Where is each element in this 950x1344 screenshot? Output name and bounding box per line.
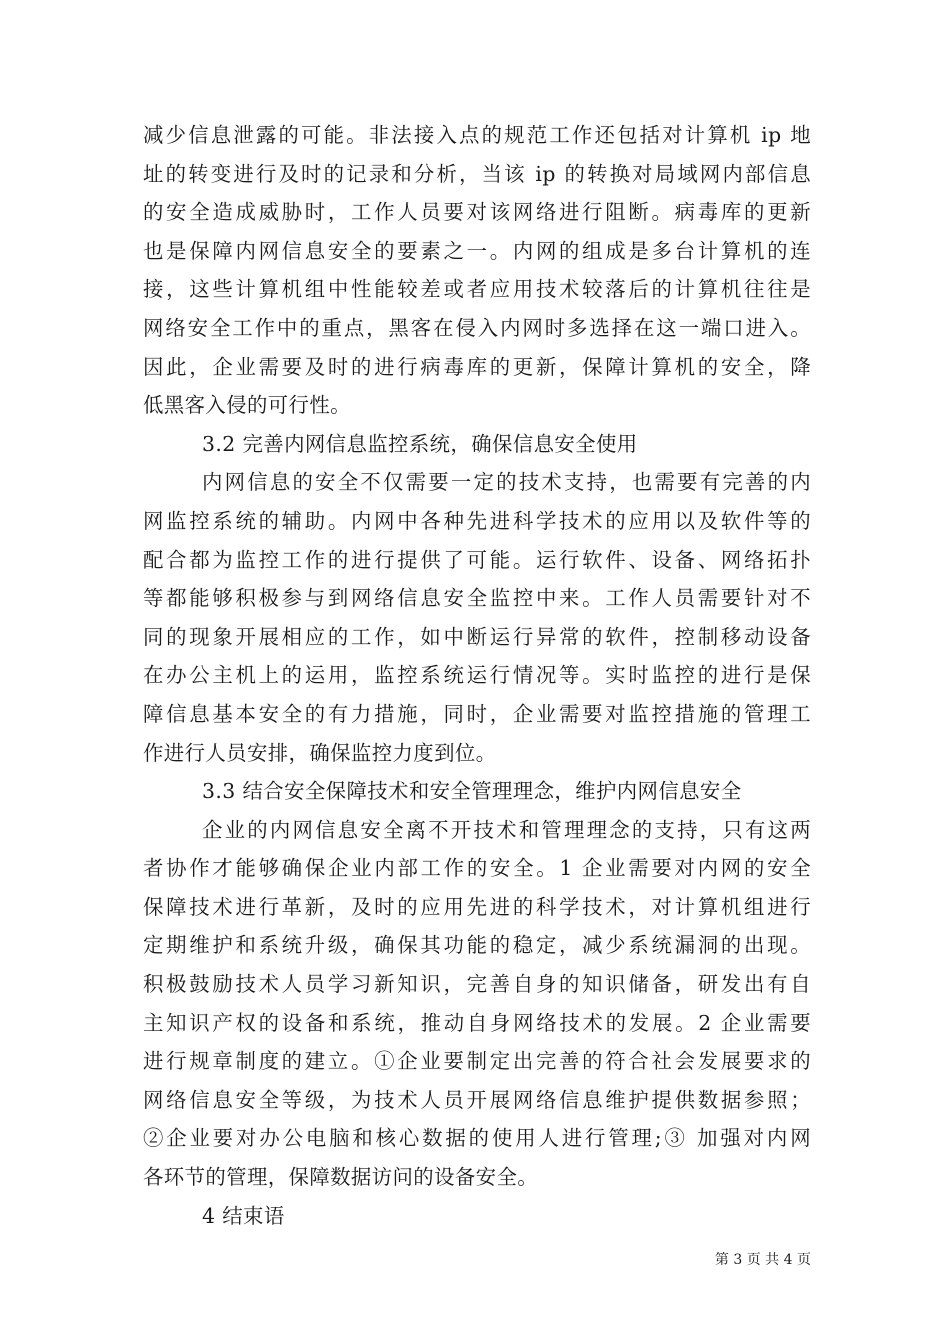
text-line: 在办公主机上的运用，监控系统运行情况等。实时监控的进行是保 — [143, 663, 811, 688]
text-line: 障信息基本安全的有力措施，同时，企业需要对监控措施的管理工 — [143, 701, 811, 726]
section-heading: 3.3 结合安全保障技术和安全管理理念，维护内网信息安全 — [202, 779, 742, 804]
page-number: 第 3 页 共 4 页 — [714, 1252, 811, 1268]
text-line: 的安全造成威胁时，工作人员要对该网络进行阻断。病毒库的更新 — [143, 200, 811, 225]
text-line: 保障技术进行革新，及时的应用先进的科学技术，对计算机组进行 — [143, 894, 811, 919]
text-line: ②企业要对办公电脑和核心数据的使用人进行管理;③ 加强对内网 — [143, 1126, 811, 1151]
text-line: 网络安全工作中的重点，黑客在侵入内网时多选择在这一端口进入。 — [143, 315, 811, 340]
text-line: 主知识产权的设备和系统，推动自身网络技术的发展。2 企业需要 — [143, 1010, 811, 1035]
text-line: 等都能够积极参与到网络信息安全监控中来。工作人员需要针对不 — [143, 586, 811, 611]
text-line: 网络信息安全等级，为技术人员开展网络信息维护提供数据参照； — [143, 1087, 811, 1112]
text-line: 址的转变进行及时的记录和分析，当该 ip 的转换对局域网内部信息 — [143, 161, 811, 186]
text-line: 低黑客入侵的可行性。 — [143, 393, 351, 418]
text-line: 因此，企业需要及时的进行病毒库的更新，保障计算机的安全，降 — [143, 354, 811, 379]
section-heading: 3.2 完善内网信息监控系统，确保信息安全使用 — [202, 431, 638, 456]
text-line: 内网信息的安全不仅需要一定的技术支持，也需要有完善的内 — [202, 470, 811, 495]
text-line: 作进行人员安排，确保监控力度到位。 — [143, 740, 497, 765]
text-line: 同的现象开展相应的工作，如中断运行异常的软件，控制移动设备 — [143, 624, 811, 649]
text-line: 各环节的管理，保障数据访问的设备安全。 — [143, 1165, 539, 1190]
document-body — [143, 116, 811, 1235]
text-line: 定期维护和系统升级，确保其功能的稳定，减少系统漏洞的出现。 — [143, 933, 811, 958]
text-line: 网监控系统的辅助。内网中各种先进科学技术的应用以及软件等的 — [143, 508, 811, 533]
text-line: 减少信息泄露的可能。非法接入点的规范工作还包括对计算机 ip 地 — [143, 123, 811, 147]
text-line: 企业的内网信息安全离不开技术和管理理念的支持，只有这两 — [202, 817, 811, 842]
text-line: 者协作才能够确保企业内部工作的安全。1 企业需要对内网的安全 — [143, 856, 811, 881]
text-line: 接，这些计算机组中性能较差或者应用技术较落后的计算机往往是 — [143, 277, 811, 302]
text-line: 也是保障内网信息安全的要素之一。内网的组成是多台计算机的连 — [143, 238, 811, 263]
text-line: 积极鼓励技术人员学习新知识，完善自身的知识储备，研发出有自 — [143, 972, 811, 997]
text-line: 进行规章制度的建立。①企业要制定出完善的符合社会发展要求的 — [143, 1049, 811, 1074]
section-heading: 4 结束语 — [202, 1203, 285, 1228]
text-line: 配合都为监控工作的进行提供了可能。运行软件、设备、网络拓扑 — [143, 547, 811, 572]
